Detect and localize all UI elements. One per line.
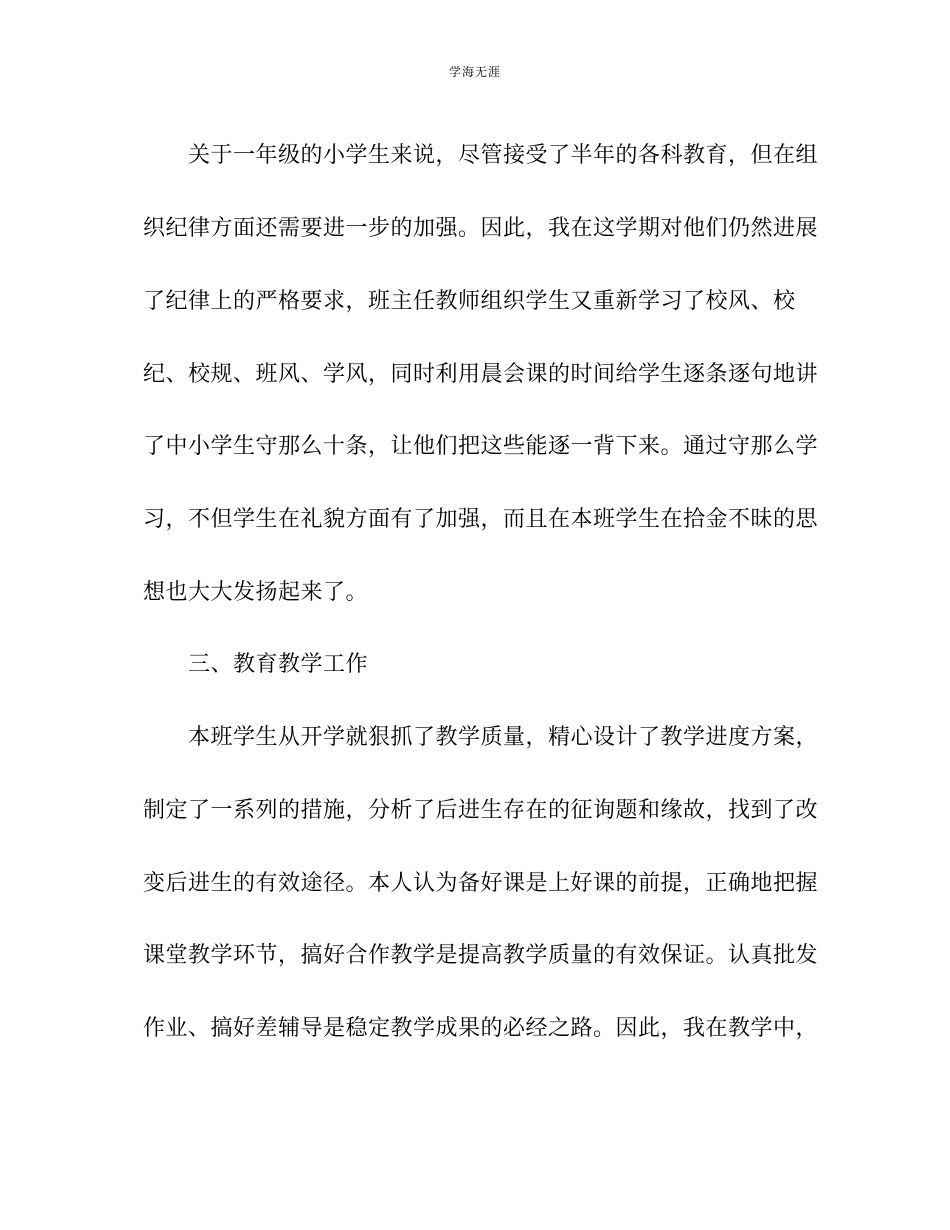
paragraph-line: 纪、校规、班风、学风，同时利用晨会课的时间给学生逐条逐句地讲: [143, 362, 819, 387]
paragraph-line: 了中小学生守那么十条，让他们把这些能逐一背下来。通过守那么学: [143, 434, 819, 459]
page-header: 学海无涯: [448, 65, 501, 79]
paragraph-line: 制定了一系列的措施，分析了后进生存在的征询题和缘故，找到了改: [143, 798, 819, 823]
paragraph-line: 织纪律方面还需要进一步的加强。因此，我在这学期对他们仍然进展: [143, 216, 819, 241]
section-heading: 三、教育教学工作: [143, 652, 369, 677]
paragraph-line: 作业、搞好差辅导是稳定教学成果的必经之路。因此，我在教学中，: [143, 1016, 819, 1041]
paragraph-line: 想也大大发扬起来了。: [143, 580, 369, 605]
paragraph-line: 了纪律上的严格要求，班主任教师组织学生又重新学习了校风、校: [143, 289, 796, 314]
paragraph-line: 习，不但学生在礼貌方面有了加强，而且在本班学生在拾金不昧的思: [143, 507, 819, 532]
paragraph-line: 课堂教学环节，搞好合作教学是提高教学质量的有效保证。认真批发: [143, 943, 819, 968]
paragraph-line: 本班学生从开学就狠抓了教学质量，精心设计了教学进度方案，: [143, 725, 819, 750]
paragraph-line: 变后进生的有效途径。本人认为备好课是上好课的前提，正确地把握: [143, 871, 819, 896]
paragraph-line: 关于一年级的小学生来说，尽管接受了半年的各科教育，但在组: [143, 143, 819, 168]
